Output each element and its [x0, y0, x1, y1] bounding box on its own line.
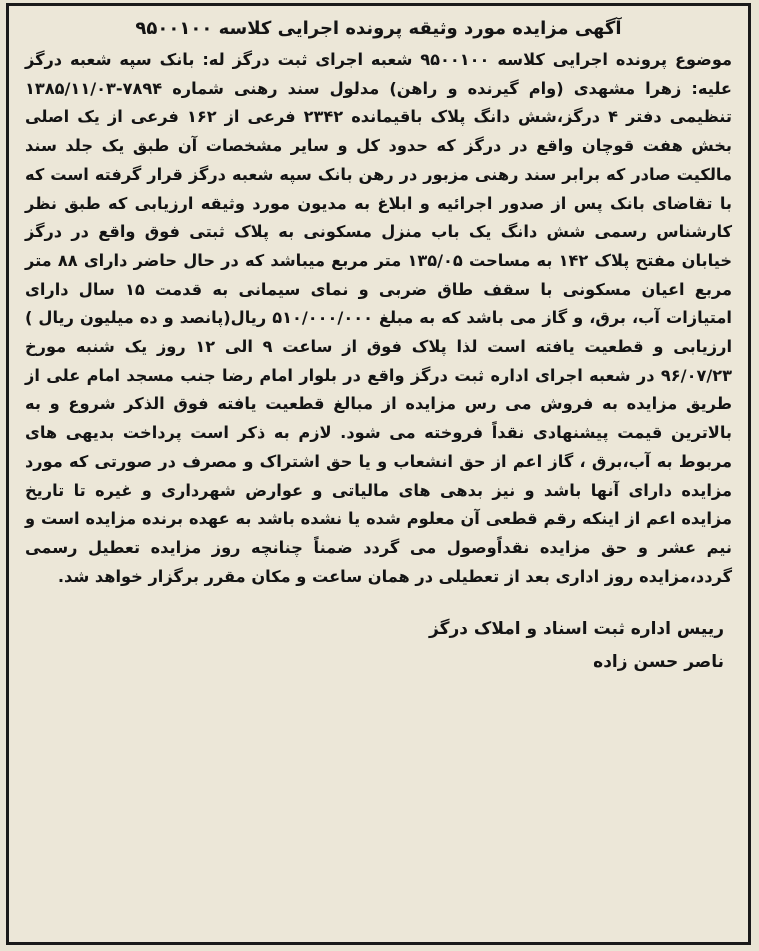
notice-body: موضوع پرونده اجرایی کلاسه ۹۵۰۰۱۰۰ شعبه اجرای ثبت درگز له: بانک سپه شعبه درگز علیه: زهرا مشهدی (وام گیرنده و راهن) مدلول سند رهنی شماره ۷۸۹۴-۱۳۸۵/۱۱/۰۳ تنظیمی دفتر ۴ درگز،شش دانگ پلاک باقیمانده ۲۳۴۲ فرعی از ۱۶۲ فرعی از یک اصلی بخش هفت قوچان واقع در درگز که حدود کل و سایر مشخصات آن طبق یک جلد سند مالکیت صادر که برابر سند رهنی مزبور در رهن بانک سپه شعبه درگز قرار گرفته است که با تقاضای بانک پس از صدور اجرائیه و ابلاغ به مدیون مورد وثیقه ارزیابی که طبق نظر کارشناس رسمی شش دانگ یک باب منزل مسکونی به پلاک ثبتی فوق واقع در درگز خیابان مفتح پلاک ۱۴۲ به مساحت ۱۳۵/۰۵ متر مربع میباشد که در حال حاضر دارای ۸۸ متر مربع اعیان مسکونی با سقف طاق ضربی و نمای سیمانی به قدمت ۱۵ سال دارای امتیازات آب، برق، و گاز می باشد که به مبلغ ۵۱۰/۰۰۰/۰۰۰ ریال(پانصد و ده میلیون ریال ) ارزیابی و قطعیت یافته است لذا پلاک فوق از ساعت ۹ الی ۱۲ روز یک شنبه مورخ ۹۶/۰۷/۲۳ در شعبه اجرای اداره ثبت درگز واقع در بلوار امام رضا جنب مسجد امام علی از طریق مزایده به فروش می رس مزایده از مبالغ قطعیت یافته فوق الذکر شروع و به بالاترین قیمت پیشنهادی نقداً فروخته می شود. لازم به ذکر است پرداخت بدیهی های مربوط به آب،برق ، گاز اعم از حق انشعاب و یا حق اشتراک و مصرف در صورتی که مورد مزایده دارای آنها باشد و نیز بدهی های مالیاتی و عوارض شهرداری و غیره تا تاریخ مزایده اعم از اینکه رقم قطعی آن معلوم شده یا نشده باشد به عهده برنده مزایده است و نیم عشر و حق مزایده نقداًوصول می گردد ضمناً چنانچه روز مزایده تعطیل رسمی گردد،مزایده روز اداری بعد از تعطیلی در همان ساعت و مکان مقرر برگزار خواهد شد. [25, 50, 732, 586]
notice-title: آگهی مزایده مورد وثیقه پرونده اجرایی کلاسه ۹۵۰۰۱۰۰ [135, 18, 622, 39]
notice-frame [6, 3, 751, 945]
notice-content [25, 14, 732, 679]
signature-name: ناصر حسن زاده [593, 652, 724, 673]
signature-title: رییس اداره ثبت اسناد و املاک درگز [429, 619, 724, 640]
signature-block [25, 613, 732, 679]
